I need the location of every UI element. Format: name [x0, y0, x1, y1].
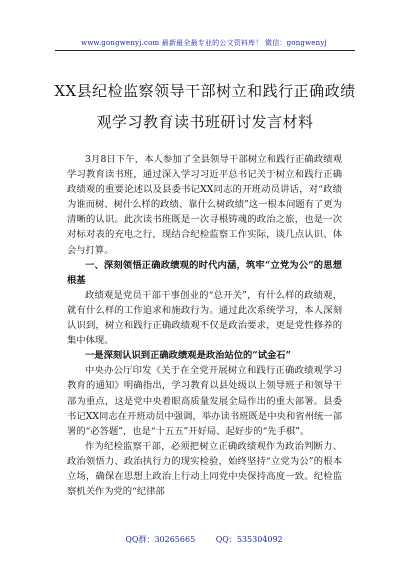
body-paragraph: 政绩观是党员干部干事创业的“总开关”，有什么样的政绩观，就有什么样的工作追求和施政行为。通过此次系统学习，本人深刻认识到，树立和践行正确政绩观不仅是政治要求，更是党性修养的集中体现。 — [67, 289, 342, 347]
header-divider — [55, 50, 355, 51]
document-title: XX县纪检监察领导干部树立和践行正确政绩观学习教育读书班研讨发言材料 — [54, 82, 356, 131]
page-header: www.gongwenyj.com 最新最全最专业的公文资料库！ 微信：gongwenyj — [81, 39, 327, 47]
document-body — [67, 152, 342, 499]
body-paragraph: 作为纪检监察干部，必须把树立正确政绩观作为政治判断力、政治领悟力、政治执行力的现实检验，始终坚持“立党为公”的根本立场，确保在思想上政治上行动上同党中央保持高度一致。纪检监察机关作为党的“纪律部 — [67, 440, 342, 498]
body-paragraph: 中央办公厅印发《关于在全党开展树立和践行正确政绩观学习教育的通知》明确指出，学习教育以县处级以上领导班子和领导干部为重点，这是党中央着眼高质量发展全局作出的重大部署。县委书记XX同志在开班动员中强调，举办读书班既是中央和省州统一部署的“必答题”，也是“十五五”开好局、起好步的“先手棋”。 — [67, 365, 342, 437]
body-paragraph: 3月8日下午，本人参加了全县领导干部树立和践行正确政绩观学习教育读书班，通过深入学习习近平总书记关于树立和践行正确政绩观的重要论述以及县委书记XX同志的开班动员讲话，对“政绩为谁而树、树什么样的政绩、靠什么树政绩”这一根本问题有了更为清晰的认识。此次读书班既是一次寻根铸魂的政治之旅，也是一次对标对表的充电之行，现结合纪检监察工作实际，谈几点认识、体会与打算。 — [67, 154, 342, 256]
page-footer — [0, 534, 408, 545]
qq-text: QQ：535304092 — [215, 535, 283, 544]
subsection-heading: 一是深刻认识到正确政绩观是政治站位的“试金石” — [85, 350, 291, 362]
section-heading: 一、深刻领悟正确政绩观的时代内涵，筑牢“立党为公”的思想根基 — [67, 259, 342, 286]
qq-group-text: QQ群：30265665 — [125, 535, 196, 544]
